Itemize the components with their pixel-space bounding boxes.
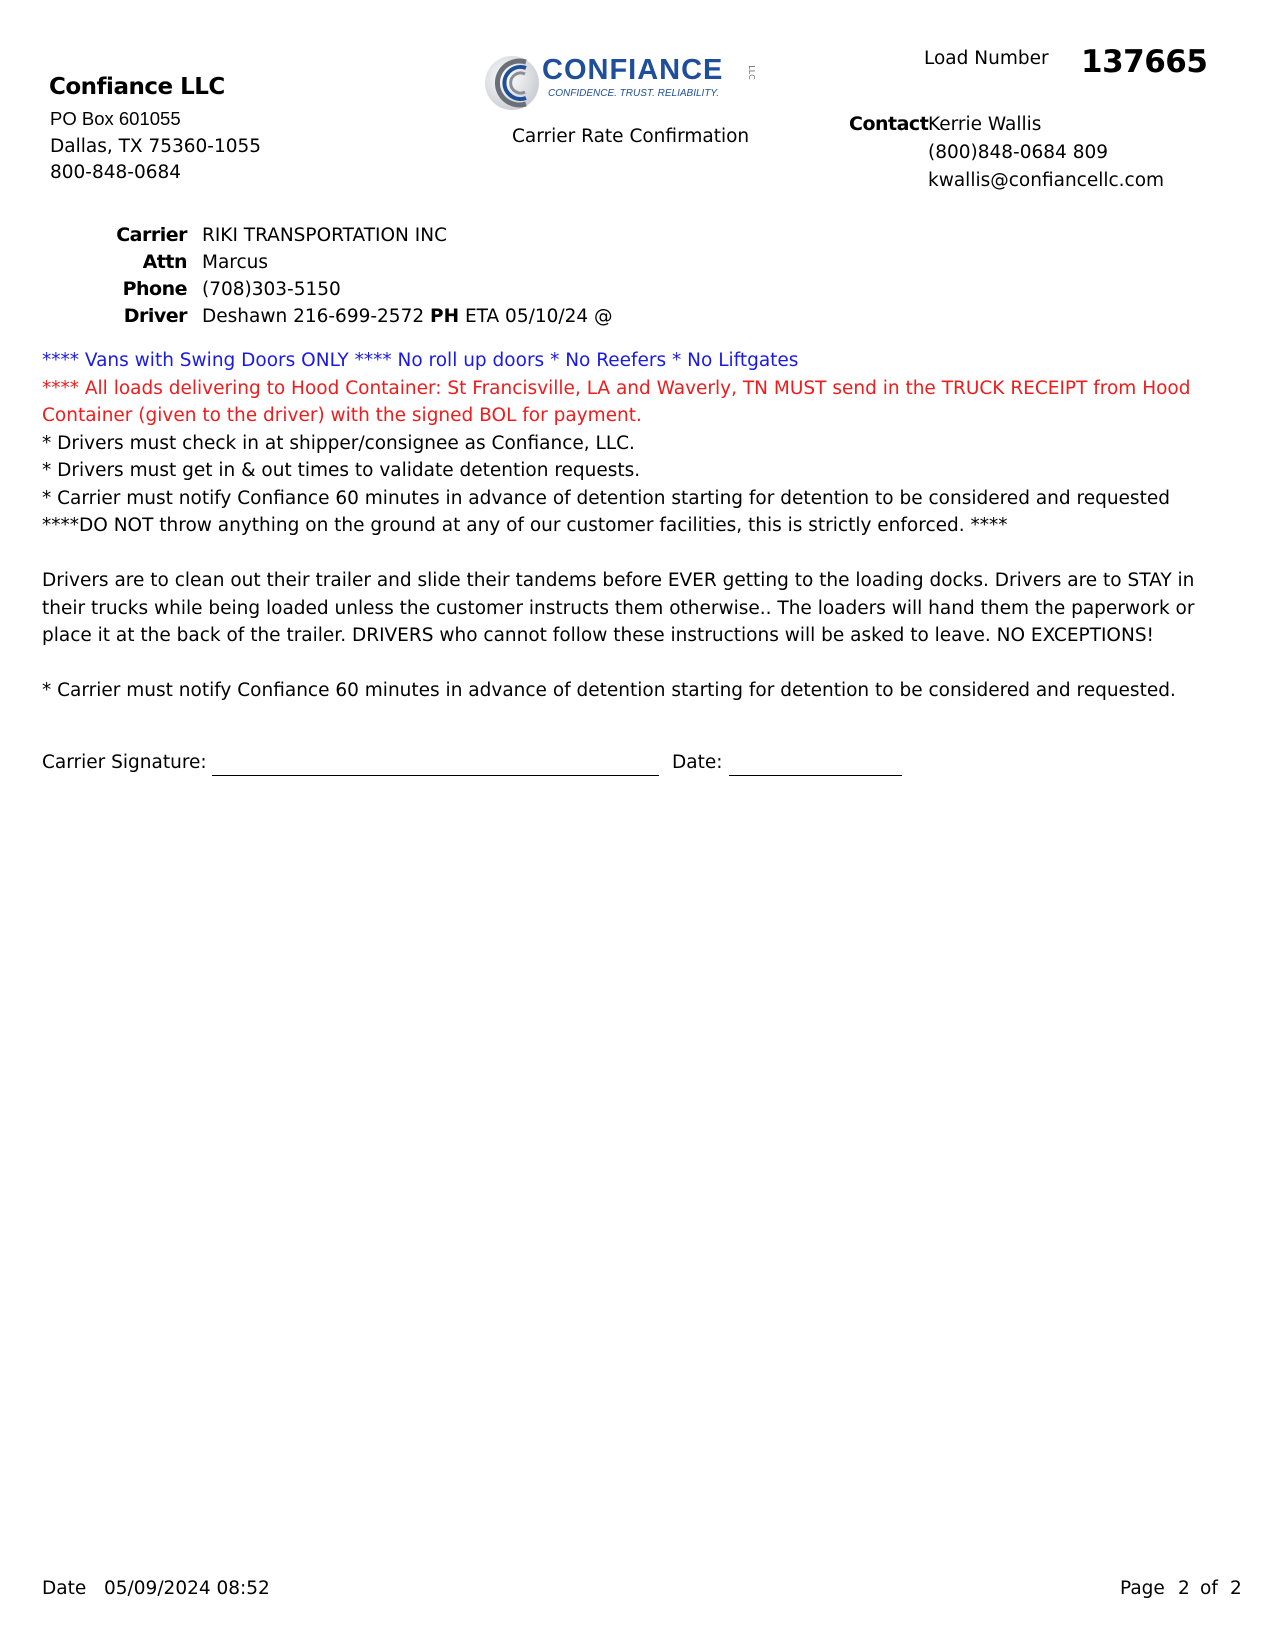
footer-page-total: 2 [1230,1578,1242,1599]
notes-ground-line: ****DO NOT throw anything on the ground at any of our customer facilities, this is strictly enforced. **** [42,515,1008,536]
contact-email: kwallis@confiancellc.com [928,170,1165,191]
notes-checkin-line: * Drivers must check in at shipper/consignee as Confiance, LLC. [42,432,635,454]
attn-label: Attn [142,251,187,273]
company-po-box: PO Box 601055 [50,108,181,129]
contact-name: Kerrie Wallis [928,114,1042,135]
footer-page-label: Page [1120,1578,1165,1599]
attn-value: Marcus [202,252,269,273]
company-city-state-zip: Dallas, TX 75360-1055 [50,136,262,157]
confiance-logo [482,52,782,114]
footer-date-value: 05/09/2024 08:52 [104,1578,270,1599]
company-name: Confiance LLC [49,74,225,100]
contact-phone: (800)848-0684 809 [928,142,1109,163]
document-title: Carrier Rate Confirmation [512,126,750,147]
footer-of-label: of [1200,1578,1218,1599]
phone-label: Phone [122,278,187,300]
notes-driver-paragraph: Drivers are to clean out their trailer and slide their tandems before EVER getting to the loading docks. Drivers are to STAY in their trucks while being loaded unless the customer instructs them otherwise.. The loaders will hand them the paperwork or place it at the back of the trailer. DRIVERS who cannot follow these instructions will be asked to leave. NO EXCEPTIONS! [42,570,1195,646]
signature-date-label: Date: [672,752,723,773]
notes-final-detention-line: * Carrier must notify Confiance 60 minutes in advance of detention starting for detention to be considered and requested. [42,680,1176,701]
footer-date-label: Date [42,1578,87,1599]
load-number: 137665 [1081,44,1208,80]
driver-ph-label: PH [430,306,460,327]
driver-eta: ETA 05/10/24 @ [464,306,613,327]
driver-name-phone: Deshawn 216-699-2572 [202,306,425,327]
footer-page-current: 2 [1178,1578,1190,1599]
carrier-signature-line[interactable] [212,775,659,776]
notes-equipment-line: **** Vans with Swing Doors ONLY **** No roll up doors * No Reefers * No Liftgates [42,350,799,371]
logo-wordmark: CONFIANCE [542,54,724,86]
logo-suffix: LLC [746,65,756,80]
notes-in-out-times-line: * Drivers must get in & out times to validate detention requests. [42,460,641,481]
carrier-name: RIKI TRANSPORTATION INC [202,225,447,246]
load-number-label: Load Number [924,48,1049,69]
carrier-signature-label: Carrier Signature: [42,752,207,773]
carrier-label: Carrier [116,224,187,246]
notes-section [42,347,1242,705]
company-phone: 800-848-0684 [50,162,182,183]
contact-label: Contact [849,113,929,135]
logo-tagline: CONFIDENCE. TRUST. RELIABILITY. [548,88,719,99]
notes-detention-line: * Carrier must notify Confiance 60 minutes in advance of detention starting for detention to be considered and requested [42,487,1170,509]
phone-value: (708)303-5150 [202,279,341,300]
driver-value [202,306,613,327]
signature-date-line[interactable] [729,775,902,776]
notes-hood-container-line: **** All loads delivering to Hood Container: St Francisville, LA and Waverly, TN MUST send in the TRUCK RECEIPT from Hood Container (given to the driver) with the signed BOL for payment. [42,377,1191,426]
driver-label: Driver [123,305,187,327]
